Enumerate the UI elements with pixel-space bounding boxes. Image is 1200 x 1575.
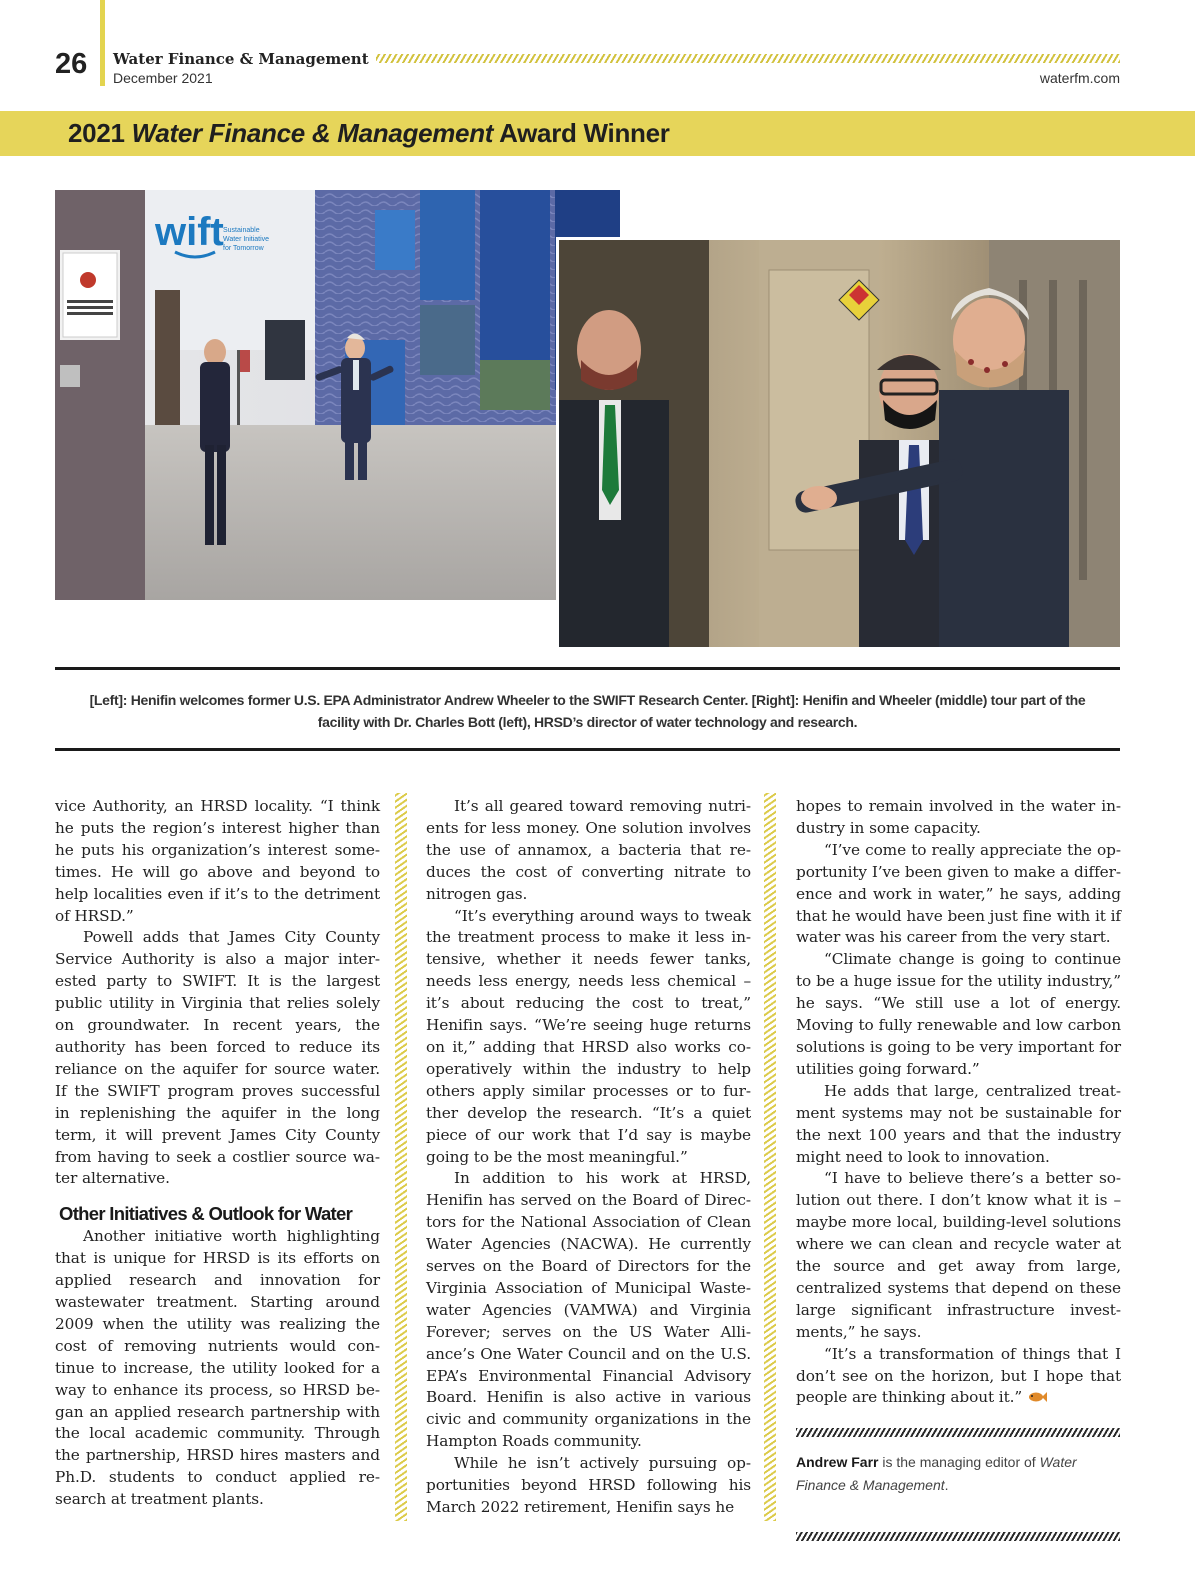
paragraph: In addition to his work at HRSD, Henifin has served on the Board of Directors for the National Association of Clean Water Agencies (NACWA). He currently serves on the Board of Directors for the Virginia Association of Municipal Wastewater Agencies (VAMWA) and Virginia Forever; serves on the US Water Alliance’s One Water Council and on the U.S. EPA’s Environmental Financial Advisory Board. Henifin is also active in various civic and community organizations in the Hampton Roads community. bbox=[426, 1169, 751, 1451]
photo-swift-lobby bbox=[55, 190, 620, 600]
bio-text: is the managing editor of bbox=[878, 1454, 1040, 1470]
paragraph: It’s all geared toward removing nutrients for less money. One solution involves the use of annamox, a bacteria that reduces the cost of converting nitrate to nitrogen gas. bbox=[426, 797, 751, 903]
paragraph: “I’ve come to really appreciate the opportunity I’ve been given to make a difference and work in water,” he says, adding that he would have been just fine with it if water was his career from the very start. bbox=[796, 840, 1121, 947]
svg-text:for Tomorrow: for Tomorrow bbox=[223, 245, 264, 252]
article-column-2 bbox=[426, 796, 751, 1519]
fish-icon bbox=[1027, 1390, 1047, 1404]
paragraph: While he isn’t actively pursuing opportunities beyond HRSD following his March 2022 retirement, Henifin says he bbox=[426, 1454, 751, 1516]
section-subheading: Other Initiatives & Outlook for Water bbox=[59, 1203, 353, 1225]
tour-illustration bbox=[559, 240, 1120, 647]
issue-date: December 2021 bbox=[113, 70, 213, 86]
paragraph: “It’s everything around ways to tweak the treatment process to make it less intensive, whether it needs fewer tanks, needs less energy, needs less chemical – it’s about reducing the cost to treat,” Henifin says. “We’re seeing huge returns on it,” adding that HRSD also works cooperatively within the industry to help others apply similar processes or to further develop the research. “It’s a quiet piece of our work that I’d say is maybe going to be the most meaningful.” bbox=[426, 906, 751, 1166]
bio-hatch-top bbox=[796, 1428, 1120, 1437]
svg-text:Water Initiative: Water Initiative bbox=[223, 236, 270, 243]
column-divider-1 bbox=[395, 793, 407, 1521]
bio-end: . bbox=[944, 1476, 949, 1493]
paragraph bbox=[796, 1344, 1121, 1410]
header-hatch-divider bbox=[376, 54, 1120, 63]
column-divider-2 bbox=[764, 793, 776, 1521]
section-banner bbox=[0, 111, 1195, 156]
banner-title-prefix: 2021 bbox=[68, 118, 132, 148]
article-column-3 bbox=[796, 796, 1121, 1409]
author-bio bbox=[796, 1451, 1120, 1496]
swift-sign-text: wift bbox=[155, 210, 224, 254]
caption-rule-top bbox=[55, 667, 1120, 670]
banner-title-italic: Water Finance & Management bbox=[131, 118, 494, 148]
paragraph: Powell adds that James City County Service Authority is also a major interested party to SWIFT. It is the largest public utility in Virginia that relies solely on groundwater. In recent years, the authority has been forced to reduce its reliance on the aquifer for source water. If the SWIFT program proves successful in replenishing the aquifer in the long term, it will prevent James City County from having to seek a costlier source water alternative. bbox=[55, 928, 380, 1188]
paragraph: “Climate change is going to continue to be a huge issue for the utility industry,” he says. “We still use a lot of energy. Moving to fully renewable and low carbon solutions is going to be very important for utilities going forward.” bbox=[796, 950, 1121, 1078]
paragraph: He adds that large, centralized treatment systems may not be sustainable for the next 100 years and that the industry might need to look to innovation. bbox=[796, 1081, 1121, 1166]
bio-hatch-bottom bbox=[796, 1532, 1120, 1541]
author-name: Andrew Farr bbox=[796, 1454, 879, 1470]
svg-text:Sustainable: Sustainable bbox=[223, 227, 260, 234]
caption-rule-bottom bbox=[55, 748, 1120, 751]
article-column-1 bbox=[55, 796, 380, 1511]
banner-title bbox=[68, 118, 670, 149]
lobby-illustration bbox=[55, 190, 620, 600]
paragraph: “I have to believe there’s a better solution out there. I don’t know what it is – maybe more local, building-level solutions where we can clean and recycle water at the source and get away from large, centralized systems that depend on these large significant infrastructure investments,” he says. bbox=[796, 1169, 1121, 1341]
paragraph: vice Authority, an HRSD locality. “I think he puts the region’s interest higher than he puts his organization’s interest sometimes. He will go above and beyond to help localities even if it’s to the detriment of HRSD.” bbox=[55, 797, 380, 925]
paragraph: hopes to remain involved in the water industry in some capacity. bbox=[796, 797, 1121, 837]
photo-caption: [Left]: Henifin welcomes former U.S. EPA Administrator Andrew Wheeler to the SWIFT Research Center. [Right]: Henifin and Wheeler (middle) tour part of the facility with Dr. Charles Bott (left), HRSD’s director of water technology and research. bbox=[89, 692, 1086, 730]
banner-title-suffix: Award Winner bbox=[493, 118, 670, 148]
paragraph: Another initiative worth highlighting that is unique for HRSD is its efforts on applied research and innovation for wastewater treatment. Starting around 2009 when the utility was realizing the cost of removing nutrients would continue to increase, the utility looked for a way to enhance its process, so HRSD began an applied research partnership with the local academic community. Through the partnership, HRSD hires masters and Ph.D. students to conduct applied research at treatment plants. bbox=[55, 1227, 380, 1509]
closing-quote: “It’s a transformation of things that I don’t see on the horizon, but I hope that people are thinking about it.” bbox=[796, 1344, 1121, 1407]
site-url: waterfm.com bbox=[1039, 70, 1120, 86]
bio-publication: Water Finance & Management bbox=[796, 1454, 1077, 1493]
header-accent-bar bbox=[100, 0, 105, 86]
photo-facility-tour bbox=[556, 237, 1120, 647]
magazine-name: Water Finance & Management bbox=[113, 50, 369, 68]
page-number: 26 bbox=[55, 48, 88, 80]
